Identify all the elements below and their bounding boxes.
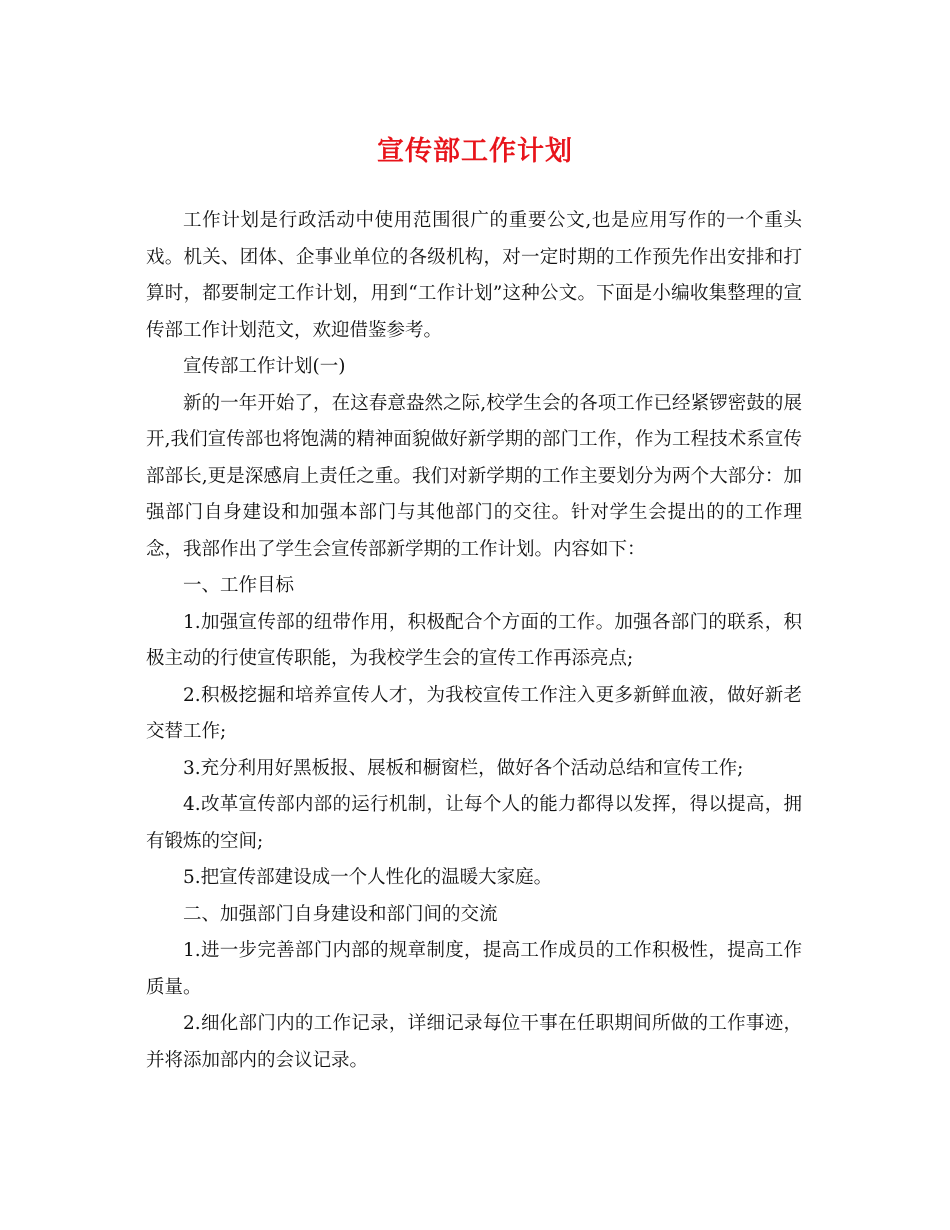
paragraph-goal-1: 1.加强宣传部的纽带作用，积极配合个方面的工作。加强各部门的联系，积极主动的行使宣传职能，为我校学生会的宣传工作再添亮点; (146, 611, 802, 669)
paragraph-goal-4: 4.改革宣传部内部的运行机制，让每个人的能力都得以发挥，得以提高，拥有锻炼的空间; (146, 794, 802, 852)
page-title: 宣传部工作计划 (377, 136, 573, 167)
paragraph-goal-5: 5.把宣传部建设成一个人性化的温暖大家庭。 (183, 867, 553, 888)
paragraph-intro: 工作计划是行政活动中使用范围很广的重要公文,也是应用写作的一个重头戏。机关、团体、企事业单位的各级机构，对一定时期的工作预先作出安排和打算时，都要制定工作计划，用到“工作计划”这种公文。下面是小编收集整理的宣传部工作计划范文，欢迎借鉴参考。 (146, 210, 802, 341)
paragraph-section-goals: 一、工作目标 (183, 575, 295, 596)
paragraph-plan-body: 新的一年开始了，在这春意盎然之际,校学生会的各项工作已经紧锣密鼓的展开,我们宣传部也将饱满的精神面貌做好新学期的部门工作，作为工程技术系宣传部部长,更是深感肩上责任之重。我们对新学期的工作主要划分为两个大部分：加强部门自身建设和加强本部门与其他部门的交往。针对学生会提出的的工作理念，我部作出了学生会宣传部新学期的工作计划。内容如下： (146, 392, 802, 560)
paragraph-goal-2: 2.积极挖掘和培养宣传人才，为我校宣传工作注入更多新鲜血液，做好新老交替工作; (146, 684, 802, 742)
paragraph-section-dept: 二、加强部门自身建设和部门间的交流 (183, 903, 498, 925)
document-body (146, 203, 802, 1079)
paragraph-goal-3: 3.充分利用好黑板报、展板和橱窗栏，做好各个活动总结和宣传工作; (183, 757, 744, 779)
paragraph-plan-heading: 宣传部工作计划(一) (183, 356, 346, 377)
paragraph-dept-1: 1.进一步完善部门内部的规章制度，提高工作成员的工作积极性，提高工作质量。 (146, 940, 802, 998)
paragraph-dept-2: 2.细化部门内的工作记录，详细记录每位干事在任职期间所做的工作事迹，并将添加部内的会议记录。 (146, 1013, 802, 1071)
